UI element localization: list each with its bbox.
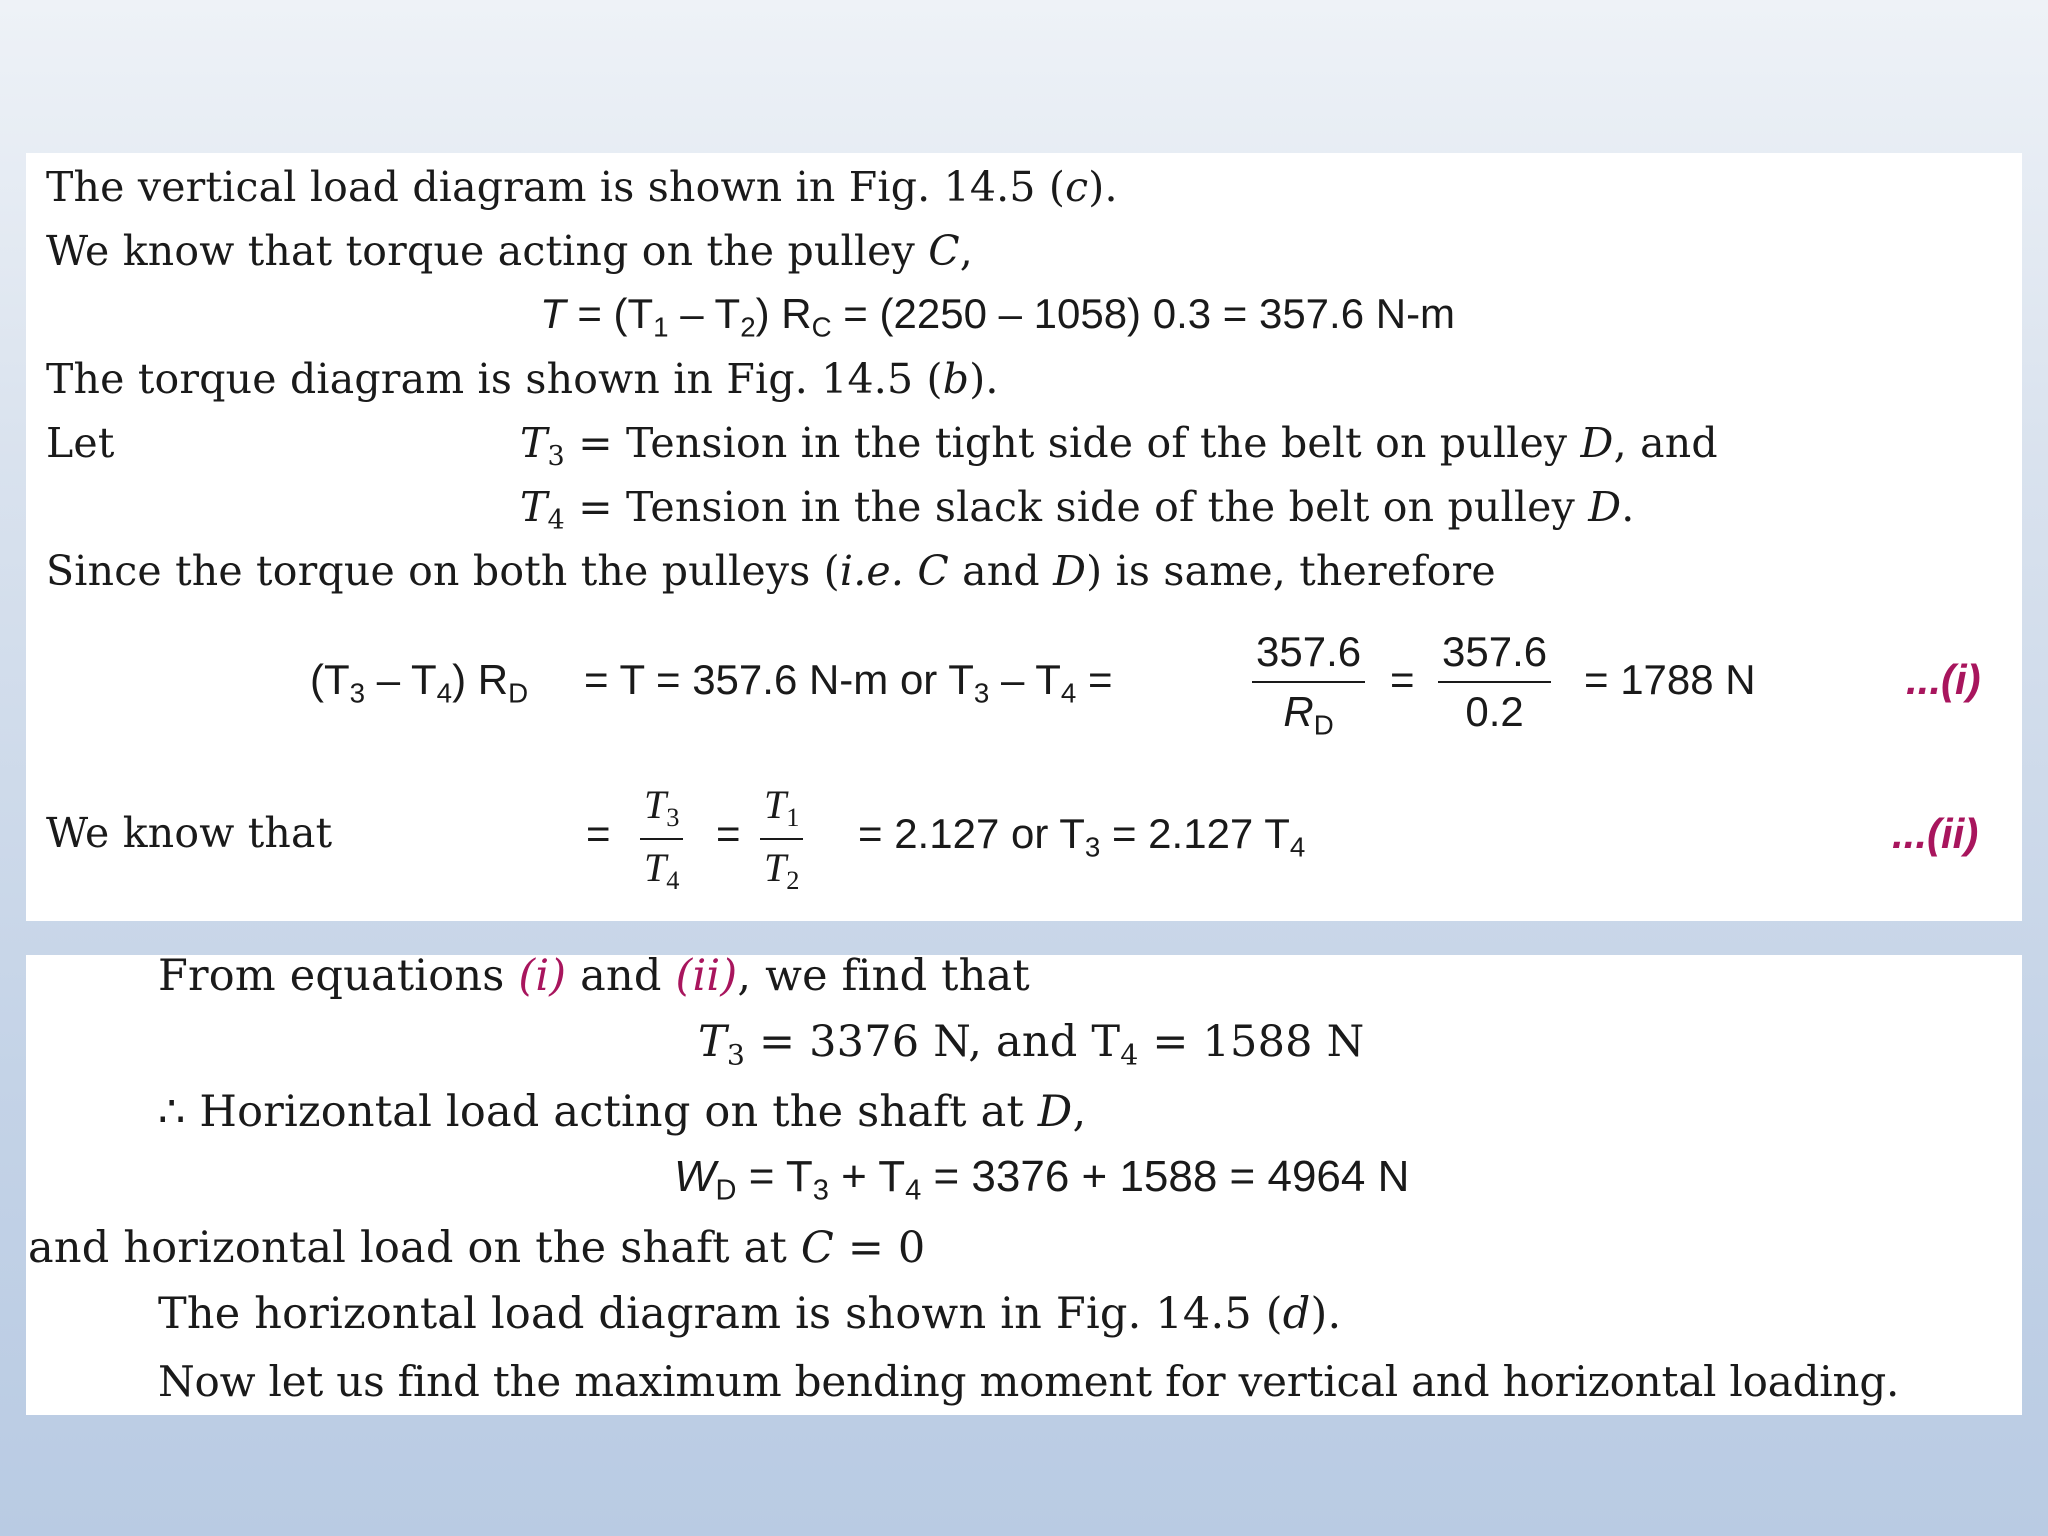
tension-results: $T_3 = 3376$ N, and $T_4 = 1588$ N — [698, 1017, 1365, 1072]
let-label: Let — [46, 419, 115, 467]
same-torque-sentence: Since the torque on both the pulleys (i.e. C and D) is same, therefore — [46, 547, 1496, 595]
equation-i-result: = 1788 N — [1584, 656, 1756, 703]
from-equations-sentence: From equations (i) and (ii), we find that — [158, 951, 1030, 1001]
equals-sign: = — [716, 810, 741, 857]
bending-moment-sentence: Now let us find the maximum bending moment for vertical and horizontal loading. — [158, 1357, 1900, 1406]
bottom-text-panel — [26, 951, 2022, 1415]
fraction-t1-over-t2: $\frac{T_1}{T_2}$ — [760, 785, 803, 894]
top-text-panel — [26, 153, 2022, 921]
we-know-that-label: We know that — [46, 809, 333, 857]
wd-equation: $W_D = T_3 + T_4 = 3376 + 1588 = 4964$ N — [674, 1152, 1410, 1207]
horizontal-diagram-sentence: The horizontal load diagram is shown in Fig. 14.5 (d). — [158, 1289, 1342, 1339]
torque-diagram-sentence: The torque diagram is shown in Fig. 14.5 (b). — [46, 355, 999, 403]
load-at-c-sentence: and horizontal load on the shaft at C = 0 — [28, 1223, 926, 1273]
t4-definition: $T_4$ = Tension in the slack side of the belt on pulley D. — [520, 483, 1635, 537]
torque-equation: $T = (T_1 - T_2) R_C = (2250 - 1058) 0.3 = 357.6$ N-m — [540, 290, 1456, 343]
horizontal-load-sentence: ∴ Horizontal load acting on the shaft at D, — [158, 1087, 1087, 1137]
vertical-load-sentence: The vertical load diagram is shown in Fig. 14.5 (c). — [46, 163, 1118, 211]
equation-ii-ref: ...(ii) — [1892, 810, 1979, 857]
equation-i-middle: = T = 357.6 N-m or $T_3 - T_4$ = — [584, 656, 1113, 709]
torque-intro-sentence: We know that torque acting on the pulley C, — [46, 227, 974, 275]
equals-sign: = — [1390, 656, 1415, 703]
fraction-torque-over-rd: $\frac{357.6}{R_D}$ — [1252, 631, 1365, 739]
t3-definition: $T_3$ = Tension in the tight side of the belt on pulley D, and — [520, 419, 1718, 473]
equation-i-ref: ...(i) — [1906, 656, 1981, 703]
equation-ii-result: = 2.127 or $T_3 = 2.127$ $T_4$ — [858, 810, 1306, 863]
fraction-torque-over-radius: $\frac{357.6}{0.2}$ — [1438, 631, 1551, 733]
fraction-t3-over-t4: $\frac{T_3}{T_4}$ — [640, 785, 683, 894]
equals-sign: = — [586, 810, 611, 857]
equation-i-lhs: $(T_3 - T_4)$ $R_D$ — [310, 656, 529, 709]
